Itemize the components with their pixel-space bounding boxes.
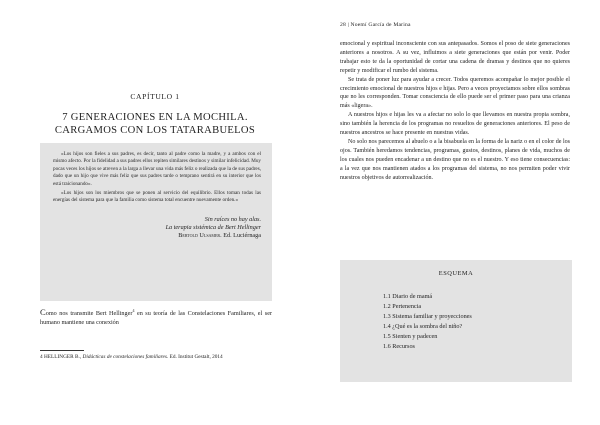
chapter-title: 7 GENERACIONES EN LA MOCHILA. CARGAMOS CON LOS TATARABUELOS <box>54 112 256 136</box>
body-paragraph: Se trata de poner luz para ayudar a crecer. Todos queremos acompañar lo mejor posible el crecimiento emocional de nuestros hijos e hijas. Pero a veces proyectamos sobre ellos sombras que no les corresponden. Tomar consciencia de ello puede ser el primer paso para una crianza más «ligera». <box>340 76 570 110</box>
initial-letter: C <box>40 307 46 317</box>
epigraph-source-title: Sin raíces no hay alas. <box>204 215 261 223</box>
epigraph-publisher: . Ed. Luciérnaga <box>220 232 261 240</box>
outline-list <box>383 292 472 353</box>
outline-heading: ESQUEMA <box>438 270 474 277</box>
footnote-reference[interactable]: 4 <box>132 307 135 313</box>
footnote-publisher: Ed. Institut Gestalt, 2014 <box>169 354 223 360</box>
body-text-right <box>340 40 570 183</box>
chapter-label: CAPÍTULO 1 <box>130 92 180 101</box>
epigraph-author-line <box>53 232 261 240</box>
footnote-divider <box>40 350 84 351</box>
epigraph-quote: «Los hijos son fieles a sus padres, es decir, tanto al padre como la madre, y a ambos con el mismo afecto. Por la fidelidad a sus padres ellos repiten similares destinos y similar infelicidad. Muy pocas veces los hijos se atreven a la larga a llevar una vida más feliz o realizada que la de sus padres, dado que un hijo que vive más feliz que sus padres tarde o temprano sentirá en su interior que los está traicionando». <box>53 151 261 187</box>
epigraph-author: Bertold Ulsamer <box>178 232 221 240</box>
body-paragraph: emocional y espiritual inconsciente con sus antepasados. Somos el poso de siete generaciones anteriores a nosotros. A su vez, influimos a siete generaciones que están por venir. Poder trabajar esto te da la oportunidad de cortar una cadena de dramas y destinos que no quieres repetir y modificar el rumbo del sistema. <box>340 41 570 74</box>
epigraph-source-subtitle: La terapia sistémica de Bert Hellinger <box>165 223 261 231</box>
body-paragraph: No solo nos parecemos al abuelo o a la bisabuela en la forma de la nariz o en el color de los ojos. También heredamos tendencias, programas, gustos, destinos, planes de vida, muchos de los cuales nos pueden encadenar a un destino que no es el nuestro. Y eso tiene consecuencias: a la vez que nos mantienen atados a los programas del sistema, no nos permiten poder vivir nuestros objetivos de autorrealización. <box>340 138 570 181</box>
outline-item[interactable]: 1.3 Sistema familiar y proyecciones <box>383 313 472 321</box>
outline-item[interactable]: 1.5 Sienten y padecen <box>383 333 438 341</box>
outline-box <box>340 260 572 382</box>
footnote-author: HELLINGER B., <box>43 354 82 360</box>
body-text-left <box>40 308 272 328</box>
epigraph-attribution <box>53 216 261 241</box>
outline-item[interactable]: 1.2 Pertenencia <box>383 303 422 311</box>
footnote-title: Didácticas de constelaciones familiares. <box>82 354 169 360</box>
footnote <box>40 354 272 362</box>
body-paragraph: A nuestros hijos e hijas les va a afectar no solo lo que llevamos en nuestra propia sombra, sino también la herencia de los programas no resueltos de generaciones anteriores. El peso de nuestros ancestros se hace presente en nuestras vidas. <box>340 112 570 137</box>
body-text-start: omo nos transmite Bert Hellinger <box>45 310 133 317</box>
running-head: 28 | Noemí García de Marina <box>340 22 411 28</box>
epigraph-box <box>40 143 272 301</box>
right-page <box>300 0 600 425</box>
footnote-number: 4 <box>40 354 43 360</box>
outline-item[interactable]: 1.1 Diario de mamá <box>383 293 433 300</box>
body-text-continued: en su teoría de las Constelaciones Familiares, el ser humano mantiene una conexión <box>40 310 273 327</box>
outline-item[interactable]: 1.4 ¿Qué es la sombra del niño? <box>383 323 463 331</box>
epigraph-quote: «Los hijos son los miembros que se ponen al servicio del equilibrio. Ellos toman todas las energías del sistema para que la familia como sistema total encuentre nuevamente orden.» <box>53 189 261 204</box>
outline-item[interactable]: 1.6 Recursos <box>383 343 415 351</box>
